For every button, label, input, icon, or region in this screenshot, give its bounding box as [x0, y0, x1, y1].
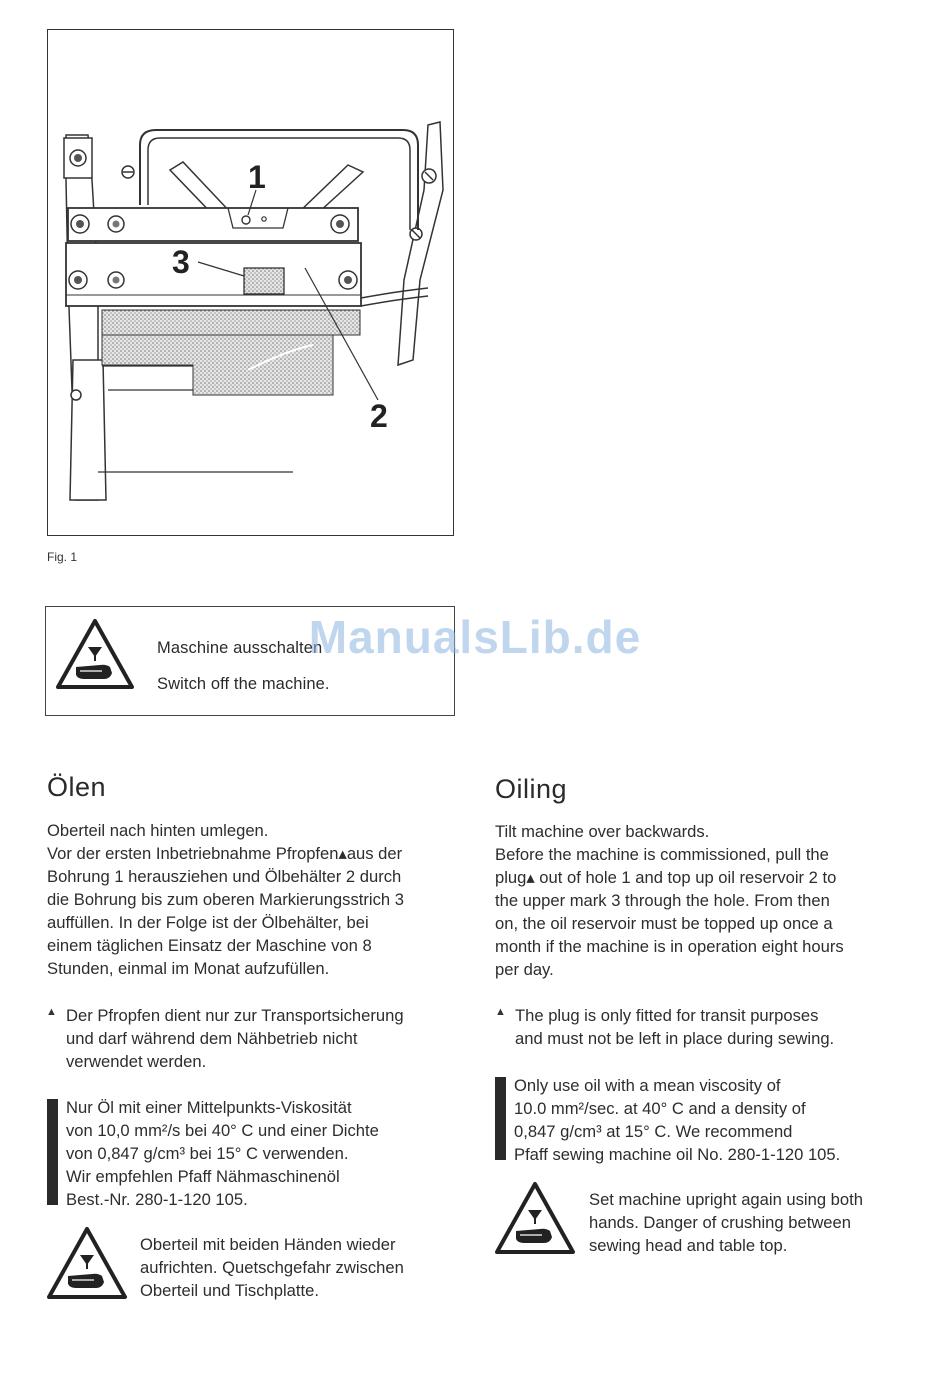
- heading-de: Ölen: [47, 772, 107, 802]
- oil-spec-de-line: Wir empfehlen Pfaff Nähmaschinenöl: [66, 1167, 340, 1186]
- body-en: [495, 820, 915, 981]
- heading-en: Oiling: [495, 774, 568, 804]
- warning-upright-de: [140, 1233, 460, 1302]
- warning-text-de: Maschine ausschalten: [157, 639, 323, 657]
- oil-spec-en-line: Only use oil with a mean viscosity of: [514, 1076, 781, 1095]
- oil-spec-de-line: von 0,847 g/cm³ bei 15° C verwenden.: [66, 1144, 349, 1163]
- warning-upright-en-line: sewing head and table top.: [589, 1236, 788, 1255]
- note-marker-en: ▲: [495, 1006, 506, 1018]
- warning-upright-de-line: aufrichten. Quetschgefahr zwischen: [140, 1258, 404, 1277]
- note-marker-de: ▲: [46, 1006, 57, 1018]
- body-de-line: Oberteil nach hinten umlegen.: [47, 821, 269, 840]
- callout-2: 2: [370, 398, 388, 434]
- body-en-line: Before the machine is commissioned, pull the: [495, 845, 829, 864]
- body-en-line: plug▴ out of hole 1 and top up oil reservoir 2 to: [495, 868, 837, 887]
- oil-spec-de-line: Nur Öl mit einer Mittelpunkts-Viskosität: [66, 1098, 352, 1117]
- body-de-line: die Bohrung bis zum oberen Markierungsstrich 3: [47, 890, 404, 909]
- hand-warning-icon: [493, 1180, 577, 1256]
- oil-spec-en-line: 10.0 mm²/sec. at 40° C and a density of: [514, 1099, 806, 1118]
- warning-upright-en: [589, 1188, 929, 1257]
- body-de-line: einem täglichen Einsatz der Maschine von 8: [47, 936, 372, 955]
- warning-upright-de-line: Oberteil mit beiden Händen wieder: [140, 1235, 396, 1254]
- body-de-line: Vor der ersten Inbetriebnahme Pfropfen▴aus der: [47, 844, 403, 863]
- oil-spec-de: [66, 1096, 466, 1211]
- watermark: ManualsLib.de: [308, 611, 642, 663]
- note-en-line: The plug is only fitted for transit purposes: [515, 1006, 819, 1025]
- callout-3: 3: [172, 244, 190, 280]
- body-de: [47, 819, 467, 980]
- oil-spec-en-line: 0,847 g/cm³ at 15° C. We recommend: [514, 1122, 793, 1141]
- body-en-line: the upper mark 3 through the hole. From then: [495, 891, 830, 910]
- note-de-line: und darf während dem Nähbetrieb nicht: [66, 1029, 358, 1048]
- note-de-line: Der Pfropfen dient nur zur Transportsicherung: [66, 1006, 404, 1025]
- oil-spec-de-line: Best.-Nr. 280-1-120 105.: [66, 1190, 248, 1209]
- body-en-line: month if the machine is in operation eight hours: [495, 937, 844, 956]
- oil-spec-de-line: von 10,0 mm²/s bei 40° C und einer Dichte: [66, 1121, 379, 1140]
- body-en-line: Tilt machine over backwards.: [495, 822, 710, 841]
- oil-spec-en: [514, 1074, 924, 1166]
- oil-reservoir-diagram: [48, 30, 455, 537]
- figure-caption: Fig. 1: [47, 550, 78, 564]
- hand-warning-icon: [45, 1225, 129, 1301]
- figure-1-illustration: [47, 29, 454, 536]
- warning-upright-en-line: Set machine upright again using both: [589, 1190, 863, 1209]
- note-en: [515, 1004, 915, 1050]
- warning-text-en: Switch off the machine.: [157, 675, 330, 693]
- note-en-line: and must not be left in place during sewing.: [515, 1029, 835, 1048]
- body-en-line: per day.: [495, 960, 554, 979]
- warning-upright-de-line: Oberteil und Tischplatte.: [140, 1281, 319, 1300]
- body-de-line: Stunden, einmal im Monat aufzufüllen.: [47, 959, 330, 978]
- callout-1: 1: [248, 159, 266, 195]
- body-de-line: auffüllen. In der Folge ist der Ölbehälter, bei: [47, 913, 369, 932]
- note-de-line: verwendet werden.: [66, 1052, 207, 1071]
- oil-spec-en-line: Pfaff sewing machine oil No. 280-1-120 105.: [514, 1145, 841, 1164]
- body-de-line: Bohrung 1 herausziehen und Ölbehälter 2 durch: [47, 867, 402, 886]
- warning-upright-en-line: hands. Danger of crushing between: [589, 1213, 851, 1232]
- margin-bar-de: [47, 1099, 58, 1205]
- note-de: [66, 1004, 466, 1073]
- margin-bar-en: [495, 1077, 506, 1160]
- body-en-line: on, the oil reservoir must be topped up once a: [495, 914, 833, 933]
